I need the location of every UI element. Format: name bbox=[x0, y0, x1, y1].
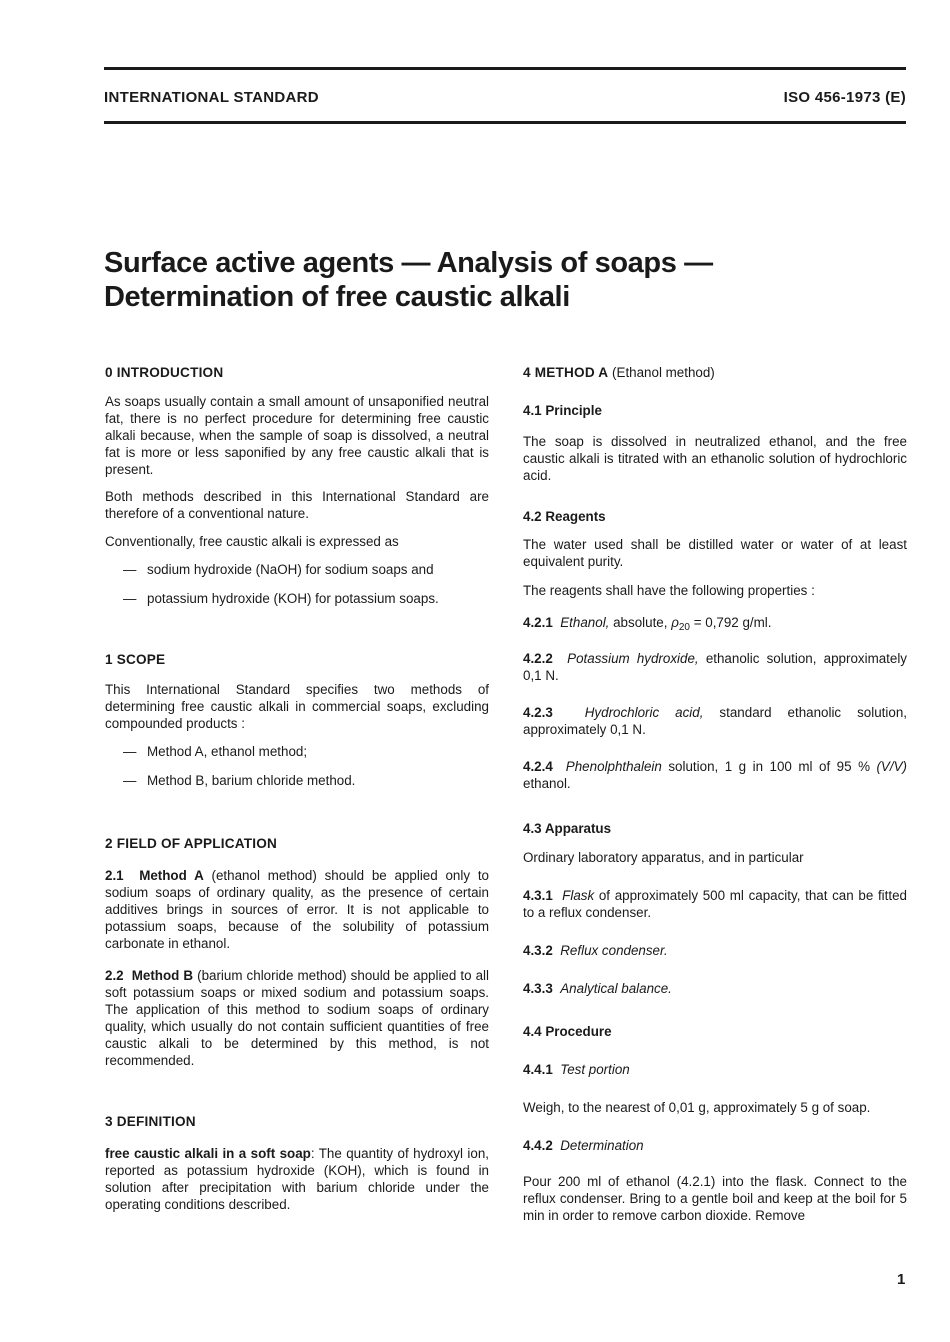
apparatus-heading: 4.3 Apparatus bbox=[523, 821, 612, 836]
section-1-heading: 1 SCOPE bbox=[105, 652, 166, 667]
intro-paragraph-1: As soaps usually contain a small amount of unsaponified neutral fat, there is no perfect procedure for determining free caustic alkali because, when the sample of soap is dissolved, a neutral fat is more or less saponified by any free caustic alkali that is present. bbox=[105, 394, 489, 477]
clause-number: 4.4.2 bbox=[523, 1138, 553, 1153]
intro-list-item-2 bbox=[105, 590, 489, 607]
section-4-heading-bold: 4 METHOD A bbox=[523, 365, 609, 380]
density-subscript: 20 bbox=[678, 622, 690, 633]
scope-list-item-2 bbox=[105, 772, 489, 789]
reagent-4-2-1 bbox=[523, 614, 907, 636]
section-3-heading: 3 DEFINITION bbox=[105, 1114, 196, 1129]
reagents-heading: 4.2 Reagents bbox=[523, 509, 606, 524]
reagent-text: solution, 1 g in 100 ml of 95 % bbox=[661, 759, 877, 774]
left-column bbox=[105, 364, 489, 1213]
procedure-4-4-2-heading bbox=[523, 1137, 907, 1154]
principle-text: The soap is dissolved in neutralized ethanol, and the free caustic alkali is titrated with an ethanolic solution of hydrochloric acid. bbox=[523, 434, 907, 483]
clause-number: 4.3.1 bbox=[523, 888, 553, 903]
determination-text: Pour 200 ml of ethanol (4.2.1) into the flask. Connect to the reflux condenser. Bring to a gentle boil and keep at the boil for 5 min in order to remove carbon dioxide. Remove bbox=[523, 1174, 907, 1223]
section-4-heading-rest: (Ethanol method) bbox=[608, 365, 715, 380]
reagents-paragraph-2: The reagents shall have the following properties : bbox=[523, 583, 815, 598]
clause-number: 4.2.1 bbox=[523, 615, 553, 630]
intro-list-item-1-text: sodium hydroxide (NaOH) for sodium soaps and bbox=[147, 562, 434, 577]
list-dash: — bbox=[123, 773, 137, 788]
section-2-heading: 2 FIELD OF APPLICATION bbox=[105, 836, 278, 851]
reagent-name: Potassium hydroxide, bbox=[567, 651, 699, 666]
definition-paragraph bbox=[105, 1145, 489, 1213]
apparatus-name: Reflux condenser. bbox=[560, 943, 668, 958]
field-paragraph-2-1 bbox=[105, 867, 489, 952]
definition-text: : The quantity of hydroxyl ion, reported as potassium hydroxide (KOH), which is found in solution after precipitation with barium chloride under the operating conditions described. bbox=[105, 1146, 489, 1212]
defined-term: free caustic alkali in a soft soap bbox=[105, 1146, 311, 1161]
apparatus-name: Analytical balance. bbox=[560, 981, 672, 996]
procedure-heading: 4.4 Procedure bbox=[523, 1024, 612, 1039]
document-title bbox=[104, 246, 713, 314]
page-number: 1 bbox=[897, 1271, 906, 1288]
subclause-title: Determination bbox=[560, 1138, 644, 1153]
list-dash: — bbox=[123, 744, 137, 759]
title-line-1: Surface active agents — Analysis of soaps — bbox=[104, 247, 713, 279]
section-0-heading: 0 INTRODUCTION bbox=[105, 365, 224, 380]
scope-list-item-1-text: Method A, ethanol method; bbox=[147, 744, 308, 759]
header-top-rule bbox=[104, 67, 906, 70]
reagent-text: standard ethanolic solution, approximately 0,1 N. bbox=[523, 705, 907, 737]
clause-number: 4.2.4 bbox=[523, 759, 553, 774]
header-document-number: ISO 456-1973 (E) bbox=[783, 89, 906, 106]
reagent-4-2-4 bbox=[523, 758, 907, 792]
intro-list-item-2-text: potassium hydroxide (KOH) for potassium soaps. bbox=[147, 591, 439, 606]
apparatus-paragraph: Ordinary laboratory apparatus, and in particular bbox=[523, 850, 804, 865]
intro-paragraph-3: Conventionally, free caustic alkali is expressed as bbox=[105, 534, 399, 549]
apparatus-4-3-2 bbox=[523, 942, 907, 959]
reagent-name: Ethanol, bbox=[560, 615, 610, 630]
density-symbol: ρ bbox=[671, 615, 679, 630]
right-column bbox=[523, 364, 907, 1224]
procedure-4-4-1-heading bbox=[523, 1061, 907, 1078]
field-paragraph-2-2 bbox=[105, 967, 489, 1069]
clause-number: 2.1 bbox=[105, 868, 124, 883]
header-bottom-rule bbox=[104, 121, 906, 124]
apparatus-text: of approximately 500 ml capacity, that can be fitted to a reflux condenser. bbox=[523, 888, 907, 920]
clause-number: 4.2.2 bbox=[523, 651, 553, 666]
clause-number: 4.2.3 bbox=[523, 705, 553, 720]
apparatus-4-3-1 bbox=[523, 887, 907, 921]
reagent-4-2-2 bbox=[523, 650, 907, 684]
reagent-name: Phenolphthalein bbox=[565, 759, 662, 774]
method-b-label: Method B bbox=[131, 968, 194, 983]
clause-number: 4.3.3 bbox=[523, 981, 553, 996]
reagent-text: absolute, bbox=[609, 615, 672, 630]
intro-paragraph-2: Both methods described in this International Standard are therefore of a conventional nature. bbox=[105, 489, 489, 521]
clause-number: 4.4.1 bbox=[523, 1062, 553, 1077]
apparatus-4-3-3 bbox=[523, 980, 907, 997]
reagent-name: Hydrochloric acid, bbox=[584, 705, 704, 720]
scope-list-item-1 bbox=[105, 743, 489, 760]
reagent-4-2-3 bbox=[523, 704, 907, 738]
section-4-heading bbox=[523, 364, 907, 381]
test-portion-text: Weigh, to the nearest of 0,01 g, approximately 5 g of soap. bbox=[523, 1100, 871, 1115]
clause-number: 4.3.2 bbox=[523, 943, 553, 958]
list-dash: — bbox=[123, 591, 137, 606]
scope-paragraph: This International Standard specifies two methods of determining free caustic alkali in commercial soaps, excluding compounded products : bbox=[105, 682, 489, 731]
subclause-title: Test portion bbox=[560, 1062, 630, 1077]
title-line-2: Determination of free caustic alkali bbox=[104, 281, 570, 313]
list-dash: — bbox=[123, 562, 137, 577]
method-a-label: Method A bbox=[139, 868, 204, 883]
reagent-text-end: ethanol. bbox=[523, 776, 571, 791]
field-2-1-text: (ethanol method) should be applied only to sodium soaps of ordinary quality, as the presence of certain additives brings in sources of error. It is not applicable to potassium soaps, because of the solubility of potassium carbonate in ethanol. bbox=[105, 868, 489, 951]
clause-number: 2.2 bbox=[105, 968, 124, 983]
scope-list-item-2-text: Method B, barium chloride method. bbox=[147, 773, 356, 788]
apparatus-name: Flask bbox=[562, 888, 595, 903]
principle-heading: 4.1 Principle bbox=[523, 403, 602, 418]
volume-ratio: (V/V) bbox=[876, 759, 907, 774]
reagent-text: ethanolic solution, approximately 0,1 N. bbox=[523, 651, 908, 683]
intro-list-item-1 bbox=[105, 561, 489, 578]
density-value: = 0,792 g/ml. bbox=[689, 615, 772, 630]
header-standard-label: INTERNATIONAL STANDARD bbox=[104, 89, 319, 106]
field-2-2-text: (barium chloride method) should be applied to all soft potassium soaps or mixed sodium and potassium soaps. The application of this method to sodium soaps of ordinary quality, which usually do not contain sufficient quantities of free caustic alkali to be determined by this method, is not recommended. bbox=[105, 968, 489, 1068]
reagents-paragraph-1: The water used shall be distilled water or water of at least equivalent purity. bbox=[523, 537, 907, 569]
